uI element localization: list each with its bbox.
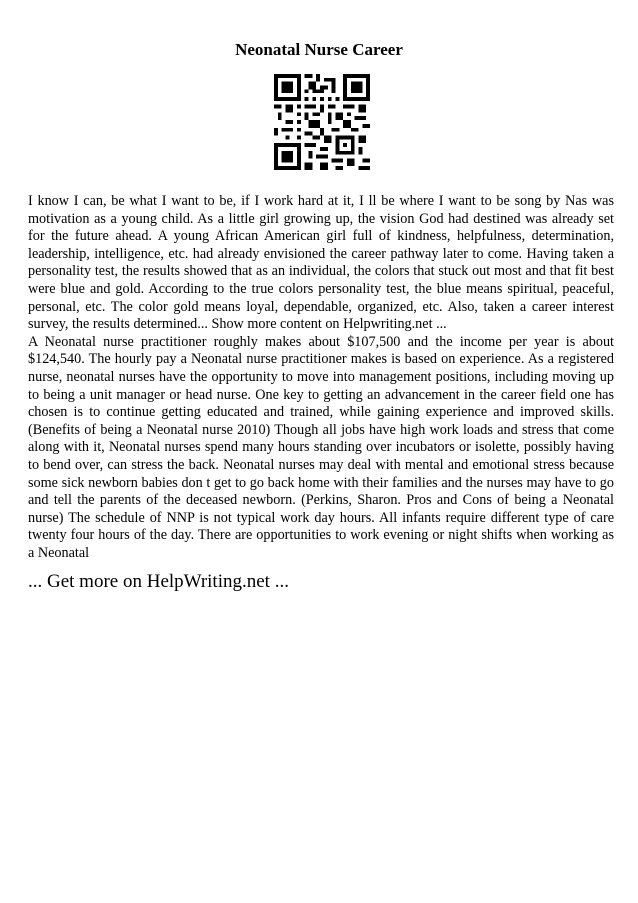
qr-code-icon (274, 74, 370, 170)
paragraph-1: I know I can, be what I want to be, if I work hard at it, I ll be where I want to be song by Nas was motivation as a young child. As a little girl growing up, the vision God had destined was already set for the future ahead. A young African American girl full of kindness, helpfulness, determination, leadership, intelligence, etc. had already envisioned the career pathway later to come. Having taken a personality test, the results showed that as an individual, the colors that stuck out most and that fit best were blue and gold. According to the true colors personality test, the blue means spiritual, peaceful, personal, etc. The color gold means loyal, dependable, organized, etc. Also, taken a career interest survey, the results determined... Show more content on Helpwriting.net ... (28, 193, 614, 333)
page-title: Neonatal Nurse Career (235, 40, 403, 59)
get-more-link[interactable]: ... Get more on HelpWriting.net ... (28, 571, 289, 592)
qr-code-graphic (274, 74, 370, 170)
article-body (28, 193, 614, 562)
paragraph-2: A Neonatal nurse practitioner roughly makes about $107,500 and the income per year is about $124,540. The hourly pay a Neonatal nurse practitioner makes is based on experience. As a registered nurse, neonatal nurses have the opportunity to move into management positions, including moving up to being a unit manager or head nurse. One key to getting an advancement in the career field one has chosen is to continue getting educated and trained, while gaining experience and improved skills.(Benefits of being a Neonatal nurse 2010) Though all jobs have high work loads and stress that come along with it, Neonatal nurses spend many hours standing over incubators or isolette, possibly having to bend over, can stress the back. Neonatal nurses may deal with mental and emotional stress because some sick newborn babies don t get to go back home with their families and the nurses may have to go and tell the parents of the deceased newborn. (Perkins, Sharon. Pros and Cons of being a Neonatal nurse) The schedule of NNP is not typical work day hours. All infants require different type of care twenty four hours of the day. There are opportunities to work evening or night shifts when working as a Neonatal (28, 333, 614, 561)
